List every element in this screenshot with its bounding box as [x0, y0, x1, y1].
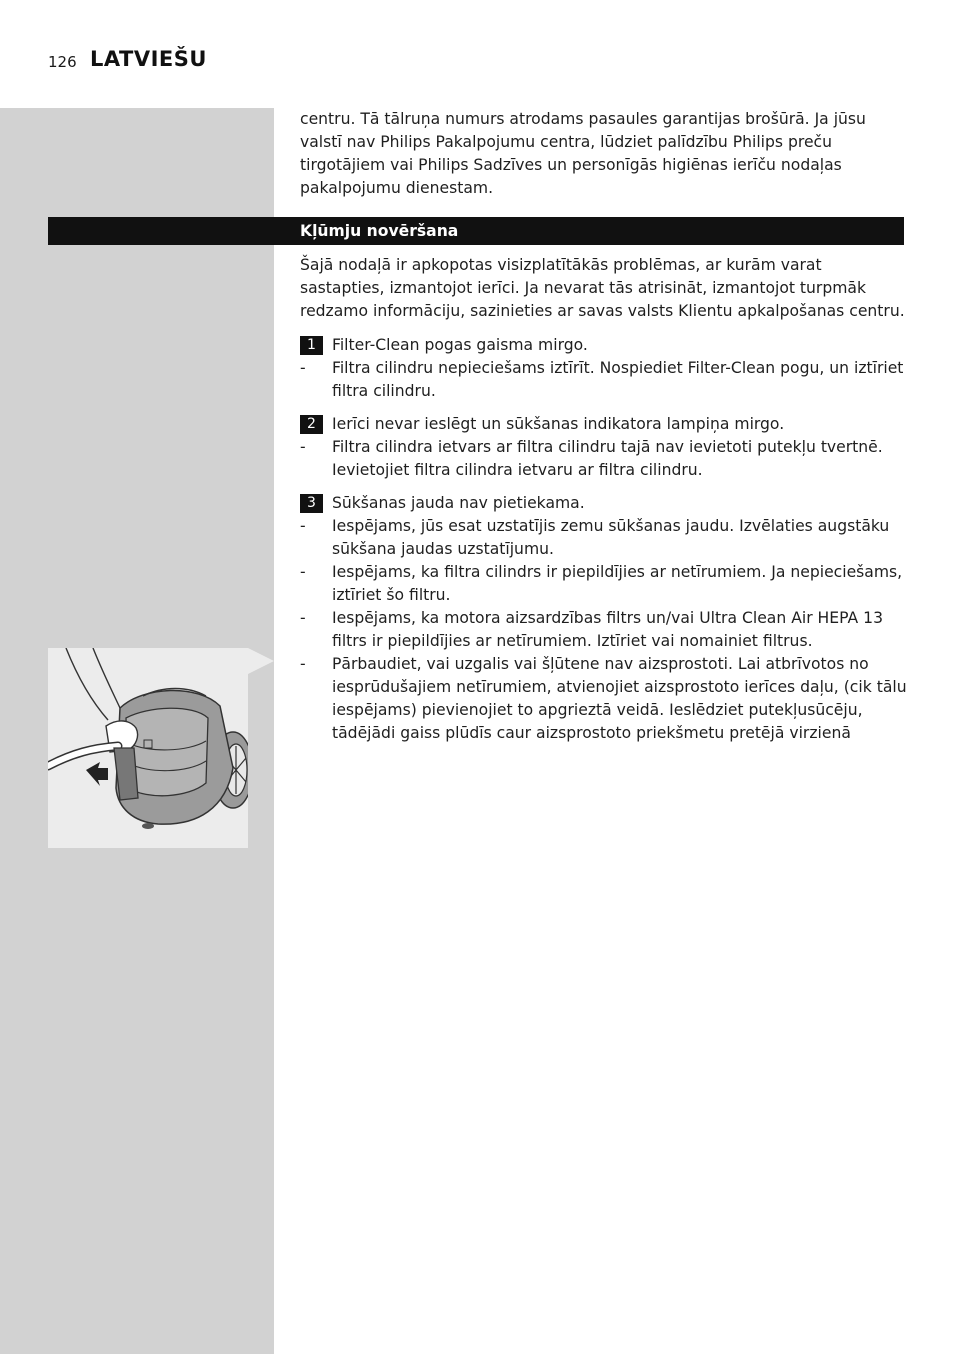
language-heading: LATVIEŠU: [90, 47, 207, 71]
problem-title: Filter-Clean pogas gaisma mirgo.: [332, 336, 588, 354]
solution-text: Filtra cilindru nepieciešams iztīrīt. Nospiediet Filter-Clean pogu, un iztīriet filtra cilindru.: [332, 359, 904, 400]
list-dash: -: [300, 655, 306, 673]
problem-heading: [300, 492, 910, 515]
solution-text: Iespējams, ka motora aizsardzības filtrs un/vai Ultra Clean Air HEPA 13 filtrs ir piepildījies ar netīrumiem. Iztīriet vai nomainiet filtrus.: [332, 609, 884, 650]
list-dash: -: [300, 517, 306, 535]
solution-item: [300, 515, 910, 561]
list-dash: -: [300, 563, 306, 581]
problem-heading: [300, 334, 910, 357]
problem-3: [300, 492, 910, 745]
problem-1: [300, 334, 910, 403]
list-dash: -: [300, 359, 306, 377]
solution-text: Iespējams, ka filtra cilindrs ir piepildījies ar netīrumiem. Ja nepieciešams, iztīriet šo filtru.: [332, 563, 903, 604]
problem-title: Sūkšanas jauda nav pietiekama.: [332, 494, 585, 512]
vacuum-hose-illustration: [48, 648, 248, 848]
problem-heading: [300, 413, 910, 436]
intro-paragraph: centru. Tā tālruņa numurs atrodams pasaules garantijas brošūrā. Ja jūsu valstī nav Philips Pakalpojumu centra, lūdziet palīdzību Philips preču tirgotājiem vai Philips Sadzīves un personīgās higiēnas ierīču nodaļas pakalpojumu dienestam.: [300, 110, 866, 197]
list-dash: -: [300, 438, 306, 456]
vacuum-cleaner-icon: [48, 648, 248, 848]
section-overview: Šajā nodaļā ir apkopotas visizplatītākās problēmas, ar kurām varat sastapties, izmantojot ierīci. Ja nevarat tās atrisināt, izmantojot turpmāk redzamo informāciju, sazinieties ar savas valsts Klientu apkalpošanas centru.: [300, 256, 905, 320]
solution-item: [300, 561, 910, 607]
page-number: 126: [48, 53, 77, 71]
solution-item: [300, 607, 910, 653]
problem-number: 3: [300, 494, 323, 513]
solution-text: Iespējams, jūs esat uzstatījis zemu sūkšanas jaudu. Izvēlaties augstāku sūkšana jaudas uzstatījumu.: [332, 517, 890, 558]
problem-title: Ierīci nevar ieslēgt un sūkšanas indikatora lampiņa mirgo.: [332, 415, 785, 433]
problem-number: 2: [300, 415, 323, 434]
solution-item: [300, 653, 910, 745]
problem-2: [300, 413, 910, 482]
solution-text: Pārbaudiet, vai uzgalis vai šļūtene nav aizsprostoti. Lai atbrīvotos no iesprūdušajiem netīrumiem, atvienojiet aizsprostoto ierīces daļu, (cik tālu iespējams) pievienojiet to apgrieztā veidā. Ieslēdziet putekļusūcēju, tādējādi gaiss plūdīs caur aizsprostoto priekšmetu pretējā virzienā: [332, 655, 907, 742]
section-title: Kļūmju novēršana: [300, 222, 459, 240]
section-header-bar: [48, 217, 904, 245]
callout-pointer: [248, 648, 274, 674]
solution-item: [300, 436, 910, 482]
list-dash: -: [300, 609, 306, 627]
solution-item: [300, 357, 910, 403]
solution-text: Filtra cilindra ietvars ar filtra cilindru tajā nav ievietoti putekļu tvertnē. Ievietojiet filtra cilindra ietvaru ar filtra cilindru.: [332, 438, 883, 479]
problem-number: 1: [300, 336, 323, 355]
